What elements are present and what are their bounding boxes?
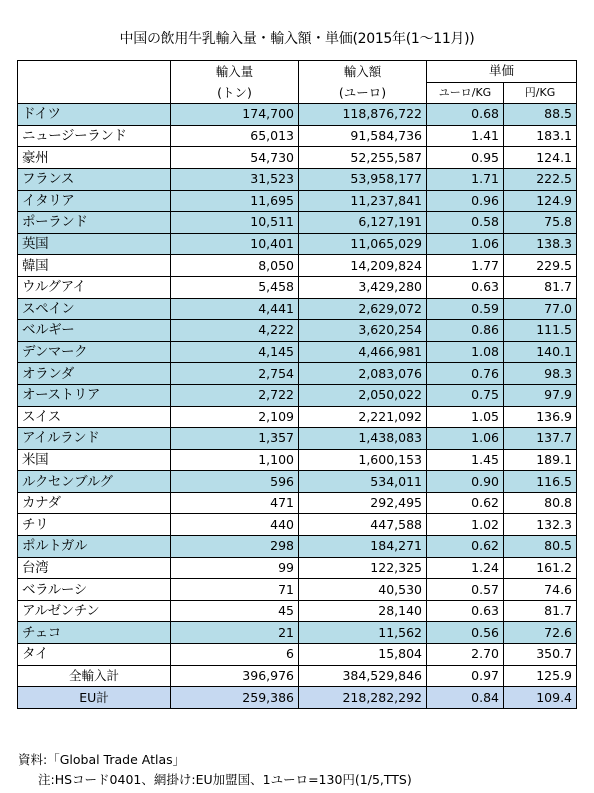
table-row: [18, 471, 577, 493]
table-row: [18, 255, 577, 277]
header-price-eur: ユーロ/KG: [427, 82, 504, 104]
total-label: 全輸入計: [18, 665, 171, 687]
table-row: [18, 514, 577, 536]
amount-cell: 1,600,153: [299, 449, 427, 471]
price-yen-cell: 77.0: [504, 298, 577, 320]
volume-cell: 21: [171, 622, 299, 644]
amount-cell: 534,011: [299, 471, 427, 493]
country-name: アルゼンチン: [18, 600, 171, 622]
amount-cell: 3,620,254: [299, 320, 427, 342]
volume-cell: 54,730: [171, 147, 299, 169]
country-name: 豪州: [18, 147, 171, 169]
table-row: [18, 384, 577, 406]
price-yen-cell: 97.9: [504, 384, 577, 406]
volume-cell: 4,222: [171, 320, 299, 342]
volume-cell: 99: [171, 557, 299, 579]
table-row: [18, 341, 577, 363]
table-row: [18, 492, 577, 514]
volume-cell: 471: [171, 492, 299, 514]
total-row: [18, 687, 577, 709]
price-eur-cell: 1.08: [427, 341, 504, 363]
price-yen-cell: 75.8: [504, 212, 577, 234]
header-row-1: [18, 61, 577, 83]
amount-cell: 11,065,029: [299, 233, 427, 255]
country-name: スペイン: [18, 298, 171, 320]
price-eur-cell: 0.96: [427, 190, 504, 212]
amount-cell: 447,588: [299, 514, 427, 536]
header-row-2: [18, 82, 577, 104]
country-name: フランス: [18, 168, 171, 190]
amount-cell: 40,530: [299, 579, 427, 601]
price-yen-cell: 137.7: [504, 428, 577, 450]
table-row: [18, 557, 577, 579]
country-name: チェコ: [18, 622, 171, 644]
price-eur-cell: 0.76: [427, 363, 504, 385]
price-eur-cell: 1.06: [427, 233, 504, 255]
country-name: 韓国: [18, 255, 171, 277]
country-name: タイ: [18, 644, 171, 666]
volume-cell: 4,145: [171, 341, 299, 363]
price-yen-cell: 183.1: [504, 125, 577, 147]
table-row: [18, 449, 577, 471]
amount-cell: 14,209,824: [299, 255, 427, 277]
volume-cell: 174,700: [171, 104, 299, 126]
price-eur-cell: 1.02: [427, 514, 504, 536]
table-row: [18, 320, 577, 342]
price-eur-cell: 0.63: [427, 600, 504, 622]
price-yen-cell: 98.3: [504, 363, 577, 385]
volume-cell: 298: [171, 536, 299, 558]
total-label: EU計: [18, 687, 171, 709]
price-yen-cell: 88.5: [504, 104, 577, 126]
price-eur-cell: 0.75: [427, 384, 504, 406]
source-note: 資料:「Global Trade Atlas」: [18, 752, 186, 767]
price-yen-cell: 80.5: [504, 536, 577, 558]
price-eur-cell: 2.70: [427, 644, 504, 666]
amount-cell: 3,429,280: [299, 276, 427, 298]
country-name: ポルトガル: [18, 536, 171, 558]
price-eur-cell: 1.06: [427, 428, 504, 450]
price-yen-cell: 74.6: [504, 579, 577, 601]
price-yen-cell: 350.7: [504, 644, 577, 666]
amount-cell: 52,255,587: [299, 147, 427, 169]
volume-cell: 2,722: [171, 384, 299, 406]
table-row: [18, 233, 577, 255]
price-eur-cell: 0.68: [427, 104, 504, 126]
amount-cell: 292,495: [299, 492, 427, 514]
amount-cell: 384,529,846: [299, 665, 427, 687]
page-title: 中国の飲用牛乳輸入量・輸入額・単価(2015年(1～11月)): [119, 31, 475, 47]
price-yen-cell: 140.1: [504, 341, 577, 363]
volume-cell: 10,401: [171, 233, 299, 255]
price-yen-cell: 161.2: [504, 557, 577, 579]
volume-cell: 440: [171, 514, 299, 536]
header-price: 単価: [427, 61, 577, 83]
table-row: [18, 536, 577, 558]
price-eur-cell: 0.84: [427, 687, 504, 709]
country-name: オーストリア: [18, 384, 171, 406]
country-name: ベルギー: [18, 320, 171, 342]
volume-cell: 8,050: [171, 255, 299, 277]
price-eur-cell: 0.95: [427, 147, 504, 169]
volume-cell: 10,511: [171, 212, 299, 234]
volume-cell: 396,976: [171, 665, 299, 687]
price-yen-cell: 138.3: [504, 233, 577, 255]
header-price-yen: 円/KG: [504, 82, 577, 104]
table-row: [18, 363, 577, 385]
volume-cell: 71: [171, 579, 299, 601]
amount-cell: 2,221,092: [299, 406, 427, 428]
price-yen-cell: 124.1: [504, 147, 577, 169]
header-amount-unit: (ユーロ): [299, 82, 427, 104]
volume-cell: 596: [171, 471, 299, 493]
price-eur-cell: 1.45: [427, 449, 504, 471]
price-yen-cell: 124.9: [504, 190, 577, 212]
amount-cell: 1,438,083: [299, 428, 427, 450]
volume-cell: 2,109: [171, 406, 299, 428]
country-name: 英国: [18, 233, 171, 255]
country-name: ドイツ: [18, 104, 171, 126]
country-name: 米国: [18, 449, 171, 471]
volume-cell: 4,441: [171, 298, 299, 320]
price-yen-cell: 189.1: [504, 449, 577, 471]
amount-cell: 122,325: [299, 557, 427, 579]
price-yen-cell: 81.7: [504, 276, 577, 298]
amount-cell: 11,562: [299, 622, 427, 644]
country-name: チリ: [18, 514, 171, 536]
country-name: カナダ: [18, 492, 171, 514]
table-row: [18, 298, 577, 320]
price-eur-cell: 1.41: [427, 125, 504, 147]
price-eur-cell: 1.71: [427, 168, 504, 190]
country-name: ニュージーランド: [18, 125, 171, 147]
footnotes: [18, 750, 412, 790]
country-name: アイルランド: [18, 428, 171, 450]
amount-cell: 6,127,191: [299, 212, 427, 234]
header-blank-lower: [18, 82, 171, 104]
price-yen-cell: 109.4: [504, 687, 577, 709]
volume-cell: 11,695: [171, 190, 299, 212]
table-row: [18, 212, 577, 234]
table-row: [18, 125, 577, 147]
price-yen-cell: 116.5: [504, 471, 577, 493]
milk-import-table: [17, 60, 577, 709]
price-eur-cell: 0.62: [427, 492, 504, 514]
amount-cell: 4,466,981: [299, 341, 427, 363]
table-row: [18, 579, 577, 601]
price-yen-cell: 81.7: [504, 600, 577, 622]
amount-cell: 91,584,736: [299, 125, 427, 147]
price-yen-cell: 229.5: [504, 255, 577, 277]
price-eur-cell: 1.24: [427, 557, 504, 579]
volume-cell: 259,386: [171, 687, 299, 709]
volume-cell: 5,458: [171, 276, 299, 298]
table-row: [18, 276, 577, 298]
table-row: [18, 147, 577, 169]
price-yen-cell: 132.3: [504, 514, 577, 536]
amount-cell: 118,876,722: [299, 104, 427, 126]
price-eur-cell: 1.77: [427, 255, 504, 277]
volume-cell: 65,013: [171, 125, 299, 147]
volume-cell: 1,100: [171, 449, 299, 471]
price-eur-cell: 0.62: [427, 536, 504, 558]
country-name: オランダ: [18, 363, 171, 385]
table-row: [18, 406, 577, 428]
price-eur-cell: 0.57: [427, 579, 504, 601]
table-row: [18, 428, 577, 450]
volume-cell: 6: [171, 644, 299, 666]
price-eur-cell: 0.56: [427, 622, 504, 644]
table-body: [18, 104, 577, 709]
country-name: デンマーク: [18, 341, 171, 363]
table-row: [18, 190, 577, 212]
amount-cell: 218,282,292: [299, 687, 427, 709]
country-name: ポーランド: [18, 212, 171, 234]
header-volume: 輸入量: [171, 61, 299, 83]
volume-cell: 45: [171, 600, 299, 622]
country-name: ベラルーシ: [18, 579, 171, 601]
table-row: [18, 104, 577, 126]
price-eur-cell: 0.86: [427, 320, 504, 342]
price-yen-cell: 125.9: [504, 665, 577, 687]
country-name: ウルグアイ: [18, 276, 171, 298]
price-eur-cell: 0.59: [427, 298, 504, 320]
table-row: [18, 600, 577, 622]
price-yen-cell: 222.5: [504, 168, 577, 190]
country-name: イタリア: [18, 190, 171, 212]
amount-cell: 53,958,177: [299, 168, 427, 190]
price-yen-cell: 72.6: [504, 622, 577, 644]
amount-cell: 15,804: [299, 644, 427, 666]
country-name: ルクセンブルグ: [18, 471, 171, 493]
price-eur-cell: 0.63: [427, 276, 504, 298]
amount-cell: 184,271: [299, 536, 427, 558]
price-yen-cell: 136.9: [504, 406, 577, 428]
legend-note: 注:HSコード0401、網掛け:EU加盟国、1ユーロ=130円(1/5,TTS): [38, 772, 412, 787]
header-amount: 輸入額: [299, 61, 427, 83]
table-row: [18, 622, 577, 644]
table-row: [18, 644, 577, 666]
total-row: [18, 665, 577, 687]
amount-cell: 2,083,076: [299, 363, 427, 385]
price-eur-cell: 0.90: [427, 471, 504, 493]
price-eur-cell: 1.05: [427, 406, 504, 428]
amount-cell: 28,140: [299, 600, 427, 622]
volume-cell: 31,523: [171, 168, 299, 190]
price-eur-cell: 0.97: [427, 665, 504, 687]
header-volume-unit: (トン): [171, 82, 299, 104]
table-row: [18, 168, 577, 190]
price-eur-cell: 0.58: [427, 212, 504, 234]
price-yen-cell: 80.8: [504, 492, 577, 514]
header-blank: [18, 61, 171, 83]
amount-cell: 2,629,072: [299, 298, 427, 320]
volume-cell: 2,754: [171, 363, 299, 385]
country-name: 台湾: [18, 557, 171, 579]
price-yen-cell: 111.5: [504, 320, 577, 342]
country-name: スイス: [18, 406, 171, 428]
volume-cell: 1,357: [171, 428, 299, 450]
amount-cell: 2,050,022: [299, 384, 427, 406]
amount-cell: 11,237,841: [299, 190, 427, 212]
